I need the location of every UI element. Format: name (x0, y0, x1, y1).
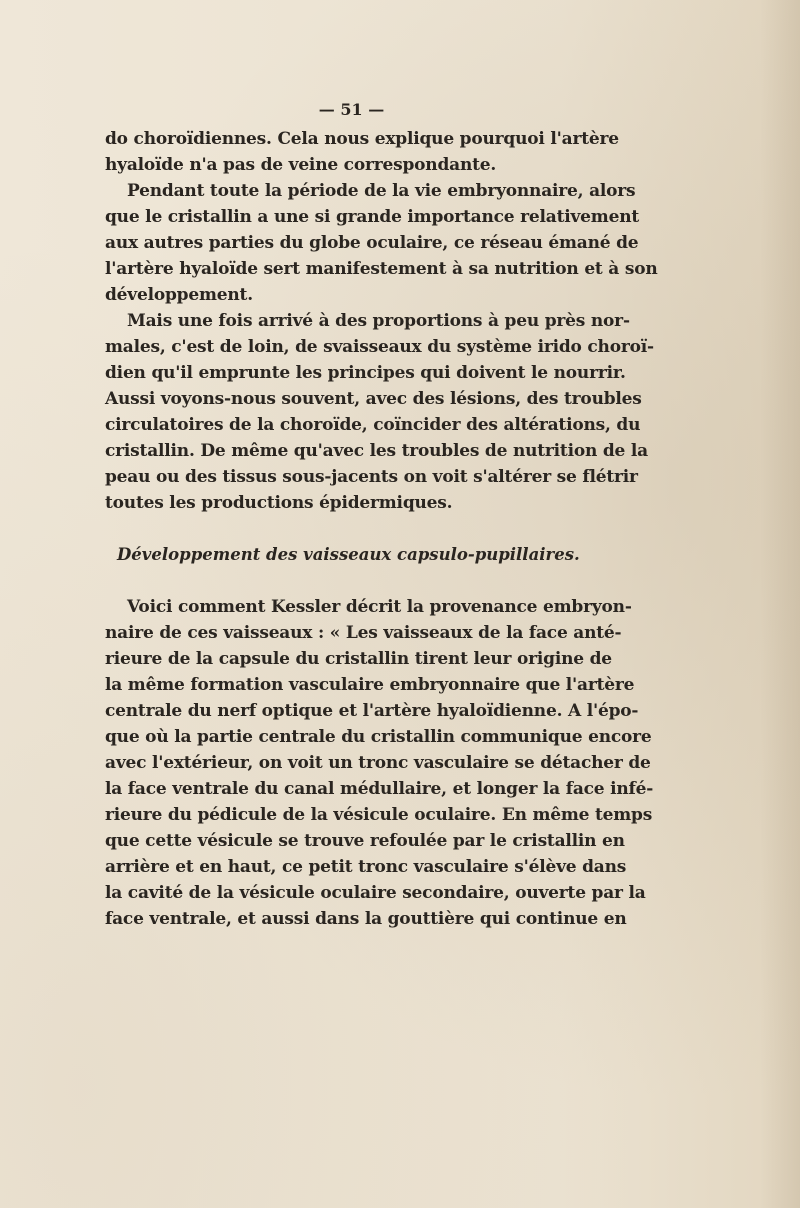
text-line: males, c'est de loin, de svaisseaux du système irido choroï- (105, 337, 654, 357)
text-line: que cette vésicule se trouve refoulée par le cristallin en (105, 831, 625, 851)
text-line: cristallin. De même qu'avec les troubles de nutrition de la (105, 441, 648, 461)
text-line: rieure de la capsule du cristallin tirent leur origine de (105, 649, 612, 669)
text-line: centrale du nerf optique et l'artère hyaloïdienne. A l'épo- (105, 701, 639, 721)
text-line: aux autres parties du globe oculaire, ce réseau émané de (105, 233, 639, 253)
text-line: que où la partie centrale du cristallin communique encore (105, 727, 652, 747)
text-line: Pendant toute la période de la vie embryonnaire, alors (127, 181, 636, 201)
text-line: naire de ces vaisseaux : « Les vaisseaux de la face anté- (105, 623, 622, 643)
paragraph-1 (105, 126, 619, 178)
paragraph-3 (105, 308, 654, 516)
text-line: hyaloïde n'a pas de veine correspondante. (105, 155, 497, 175)
text-line: la même formation vasculaire embryonnaire que l'artère (105, 675, 635, 695)
section-heading: Développement des vaisseaux capsulo-pupillaires. (117, 545, 580, 564)
page-number: — 51 — (318, 100, 385, 119)
text-line: dien qu'il emprunte les principes qui doivent le nourrir. (105, 363, 626, 383)
text-line: face ventrale, et aussi dans la gouttière qui continue en (105, 909, 627, 929)
page-text-block (105, 96, 658, 932)
paragraph-4 (105, 594, 654, 932)
text-line: avec l'extérieur, on voit un tronc vasculaire se détacher de (105, 753, 651, 773)
text-line: arrière et en haut, ce petit tronc vasculaire s'élève dans (105, 857, 627, 877)
text-line: la cavité de la vésicule oculaire secondaire, ouverte par la (105, 883, 646, 903)
text-line: rieure du pédicule de la vésicule oculaire. En même temps (105, 805, 653, 825)
text-line: circulatoires de la choroïde, coïncider des altérations, du (105, 415, 641, 435)
text-line: Voici comment Kessler décrit la provenance embryon- (127, 597, 632, 617)
text-line: Aussi voyons-nous souvent, avec des lésions, des troubles (105, 389, 642, 409)
text-line: l'artère hyaloïde sert manifestement à sa nutrition et à son (105, 259, 658, 279)
text-line: Mais une fois arrivé à des proportions à peu près nor- (127, 311, 630, 331)
paragraph-2 (105, 178, 658, 308)
text-line: développement. (105, 285, 253, 305)
text-line: la face ventrale du canal médullaire, et longer la face infé- (105, 779, 654, 799)
text-line: toutes les productions épidermiques. (105, 493, 453, 513)
text-line: do choroïdiennes. Cela nous explique pourquoi l'artère (105, 129, 619, 149)
text-line: que le cristallin a une si grande importance relativement (105, 207, 640, 227)
page-edge-shadow (760, 0, 800, 1208)
text-line: peau ou des tissus sous-jacents on voit s'altérer se flétrir (105, 467, 638, 487)
